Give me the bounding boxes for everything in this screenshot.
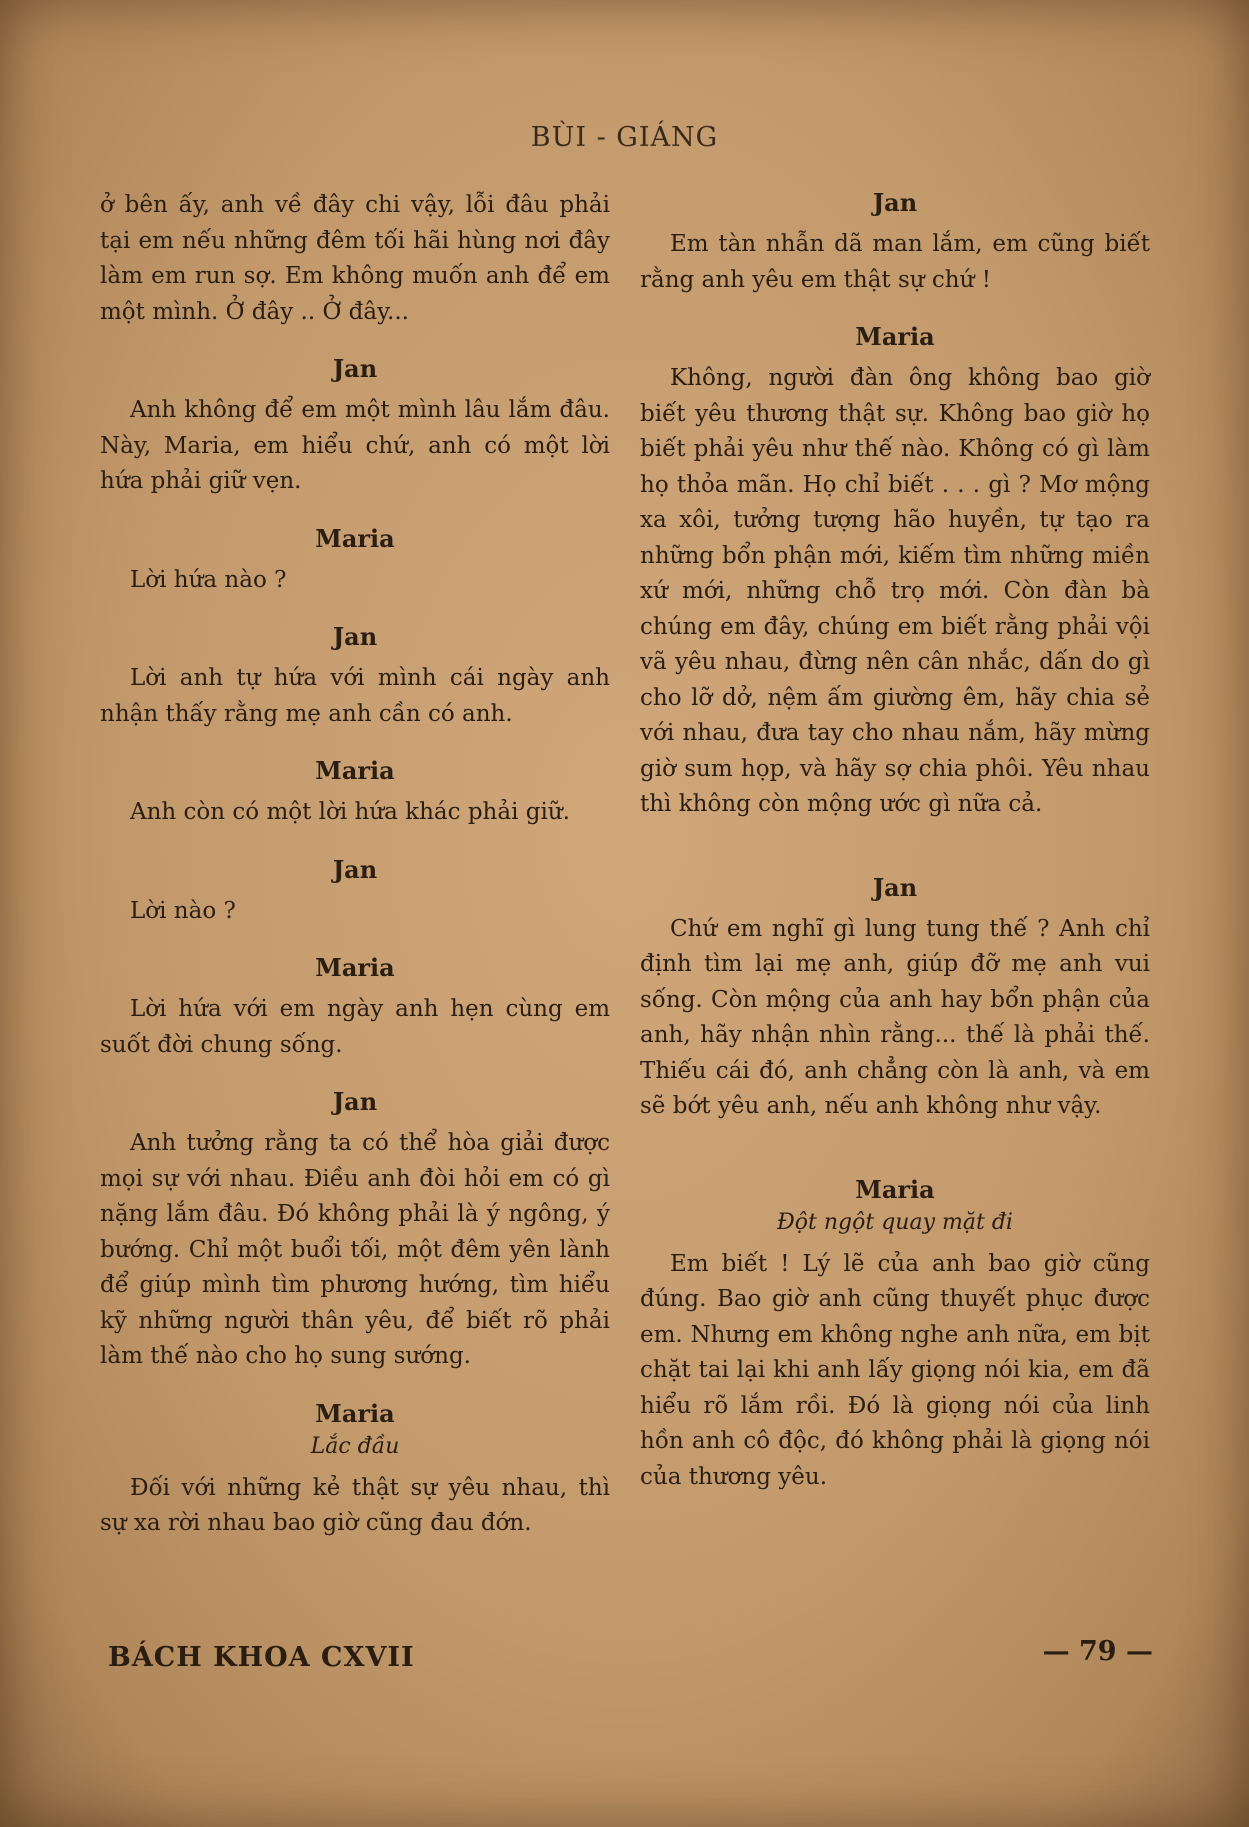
right-column <box>640 188 1150 1519</box>
dialogue-text: Lời anh tự hứa với mình cái ngày anh nhận thấy rằng mẹ anh cần có anh. <box>100 665 610 727</box>
dialogue-text: Anh còn có một lời hứa khác phải giữ. <box>130 799 570 825</box>
spacer <box>640 1149 1150 1175</box>
dialogue-text: Đối với những kẻ thật sự yêu nhau, thì sự xa rời nhau bao giờ cũng đau đớn. <box>100 1474 610 1536</box>
dialogue-text: Lời nào ? <box>130 897 236 924</box>
speaker-name: Maria <box>315 953 395 982</box>
dialogue-text: Lời hứa với em ngày anh hẹn cùng em suốt đời chung sống. <box>100 996 610 1058</box>
dialogue-text: Không, người đàn ông không bao giờ biết yêu thương thật sự. Không bao giờ họ biết phải yêu như thế nào. Không có gì làm họ thỏa mãn. Họ chỉ biết . . . gì ? Mơ mộng xa xôi, tưởng tượng hão huyền, tự tạo ra những bổn phận mới, kiếm tìm những miền xứ mới, những chỗ trọ mới. Còn đàn bà chúng em đây, chúng em biết rằng phải vội vã yêu nhau, đừng nên cân nhắc, dấn do gì cho lỡ dở, nệm ấm giường êm, hãy chia sẻ với nhau, đưa tay cho nhau nắm, hãy mừng giờ sum họp, và hãy sợ chia phôi. Yêu nhau thì không còn mộng ước gì nữa cả. <box>640 365 1150 817</box>
speaker-name: Maria <box>315 756 395 785</box>
speaker-name: Jan <box>332 622 378 651</box>
dialogue-text: Anh tưởng rằng ta có thể hòa giải được mọi sự với nhau. Điều anh đòi hỏi em có gì nặng lắm đâu. Đó không phải là ý ngông, ý bướng. Chỉ một buổi tối, một đêm yên lành để giúp mình tìm phương hướng, tìm hiểu kỹ những người thân yêu, để biết rõ phải làm thế nào cho họ sung sướng. <box>100 1130 610 1369</box>
dialogue-text: Em tàn nhẫn dã man lắm, em cũng biết rằng anh yêu em thật sự chứ ! <box>640 231 1150 293</box>
journal-footer: BÁCH KHOA CXVII <box>108 1642 415 1673</box>
stage-direction: Lắc đầu <box>310 1433 400 1459</box>
dialogue-text: Anh không để em một mình lâu lắm đâu. Này, Maria, em hiểu chứ, anh có một lời hứa phải giữ vẹn. <box>100 397 610 494</box>
speaker-name: Jan <box>332 854 378 884</box>
dialogue-text: Chứ em nghĩ gì lung tung thế ? Anh chỉ định tìm lại mẹ anh, giúp đỡ mẹ anh vui sống. Còn mộng của anh hay bổn phận của anh, hãy nhận nhìn rằng... thế là phải thế. Thiếu cái đó, anh chẳng còn là anh, và em sẽ bớt yêu anh, nếu anh không như vậy. <box>640 915 1150 1119</box>
stage-direction: Đột ngột quay mặt đi <box>777 1209 1013 1235</box>
speaker-name: Jan <box>332 354 378 383</box>
spacer <box>640 847 1150 873</box>
dialogue-text: ở bên ấy, anh về đây chi vậy, lỗi đâu phải tại em nếu những đêm tối hãi hùng nơi đây làm em run sợ. Em không muốn anh để em một mình. Ở đây .. Ở đây... <box>100 192 610 325</box>
speaker-name: Jan <box>332 1087 378 1116</box>
speaker-name: Jan <box>872 872 918 902</box>
dialogue-text: Em biết ! Lý lẽ của anh bao giờ cũng đúng. Bao giờ anh cũng thuyết phục được em. Nhưng em không nghe anh nữa, em bịt chặt tai lại khi anh lấy giọng nói kia, em đã hiểu rõ lắm rồi. Đó là giọng nói của linh hồn anh cô độc, đó không phải là giọng nói của thương yêu. <box>640 1250 1150 1490</box>
speaker-name: Maria <box>315 1398 395 1428</box>
page-header-author: BÙI - GIÁNG <box>530 122 719 153</box>
page-number: — 79 — <box>1042 1636 1153 1667</box>
speaker-name: Jan <box>872 188 918 217</box>
left-column <box>100 188 610 1566</box>
dialogue-text: Lời hứa nào ? <box>130 566 287 593</box>
speaker-name: Maria <box>855 1174 935 1204</box>
speaker-name: Maria <box>315 523 395 553</box>
speaker-name: Maria <box>855 322 935 351</box>
